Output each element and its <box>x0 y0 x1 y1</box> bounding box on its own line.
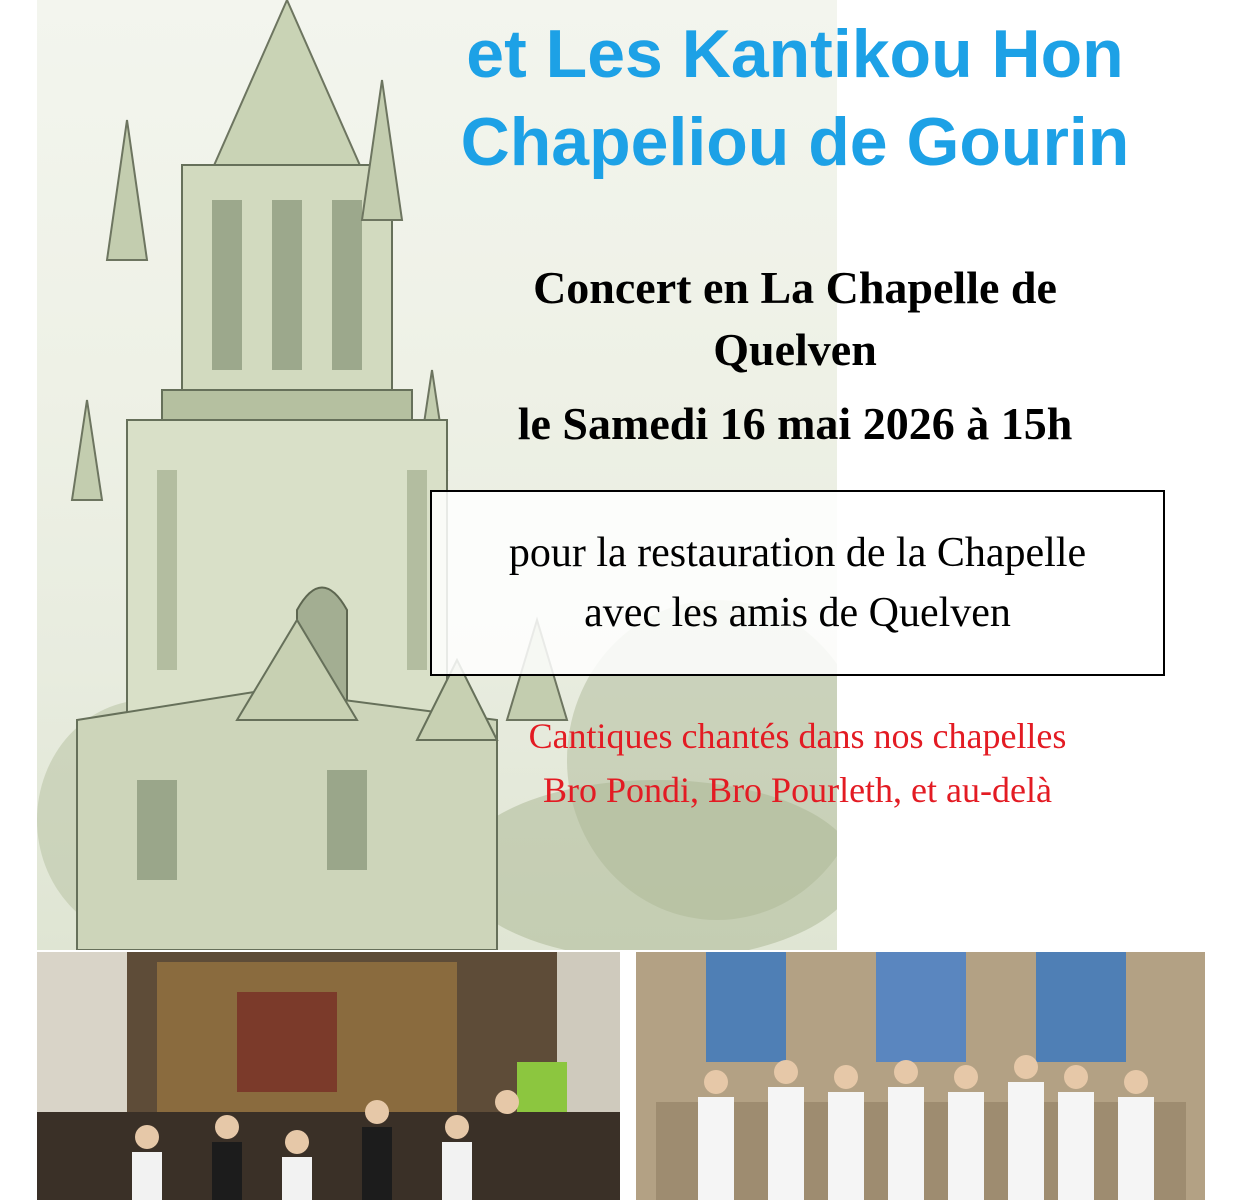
purpose-line-1: pour la restauration de la Chapelle <box>508 530 1087 576</box>
subtitle-line-2: Bro Pondi, Bro Pourleth, et au-delà <box>543 770 1052 810</box>
title-line-2: Chapeliou de Gourin <box>460 104 1130 180</box>
purpose-line-2: avec les amis de Quelven <box>584 590 1011 636</box>
concert-date: le Samedi 16 mai 2026 à 15h <box>517 398 1073 449</box>
purpose-box <box>430 490 1165 676</box>
concert-line-2: Quelven <box>713 324 877 375</box>
choir-photo-altar <box>37 952 620 1200</box>
choir-photo-stained-glass <box>636 952 1205 1200</box>
subtitle-line-1: Cantiques chantés dans nos chapelles <box>528 716 1067 756</box>
title-line-1: et Les Kantikou Hon <box>466 16 1124 92</box>
concert-line-1: Concert en La Chapelle de <box>533 262 1057 313</box>
